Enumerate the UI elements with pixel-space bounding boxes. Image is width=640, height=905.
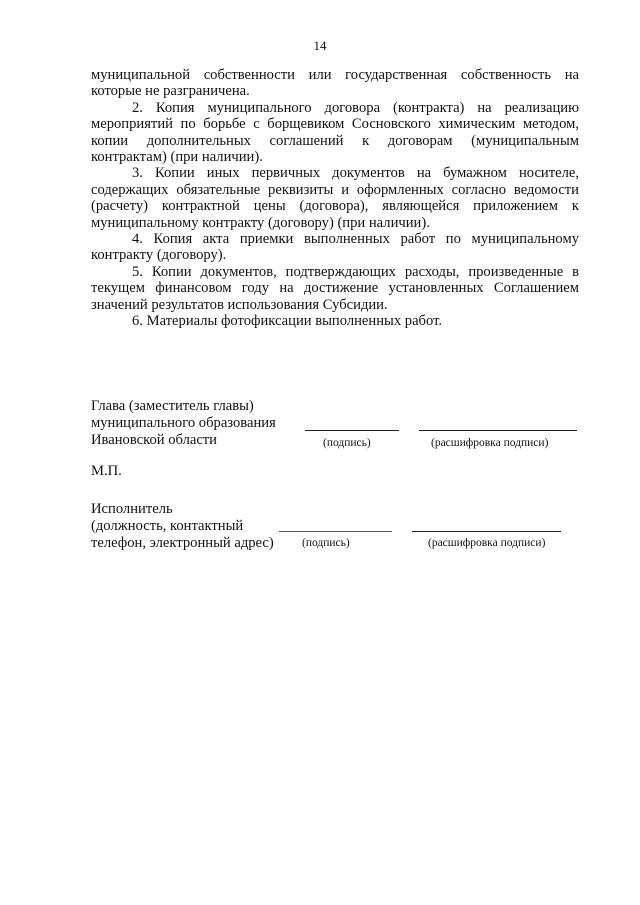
executor-title-line-3: телефон, электронный адрес) — [91, 535, 274, 551]
paragraph-item-2: 2. Копия муниципального договора (контракта) на реализацию мероприятий по борьбе с борщевиком Сосновского химическим методом, копии дополнительных соглашений к договорам (муниципальным контрактам) (при наличии). — [91, 99, 579, 166]
head-signature-caption: (подпись) — [323, 437, 371, 449]
head-title-line-2: муниципального образования — [91, 415, 276, 431]
head-name-line — [419, 430, 577, 431]
head-title-line-3: Ивановской области — [91, 432, 217, 448]
head-name-caption: (расшифровка подписи) — [431, 437, 549, 449]
executor-signature-label — [91, 501, 274, 552]
executor-name-caption: (расшифровка подписи) — [428, 537, 546, 549]
executor-title-line-1: Исполнитель — [91, 501, 173, 517]
paragraph-item-3: 3. Копии иных первичных документов на бумажном носителе, содержащих обязательные реквизиты и оформленных согласно ведомости (расчету) контрактной цены (договора), являющейся приложением к муниципальному контракту (договору) (при наличии). — [91, 165, 579, 231]
head-title-line-1: Глава (заместитель главы) — [91, 398, 254, 414]
executor-title-line-2: (должность, контактный — [91, 518, 244, 534]
page-number: 14 — [313, 38, 327, 53]
head-signature-label — [91, 398, 276, 449]
paragraph-item-5: 5. Копии документов, подтверждающих расходы, произведенные в текущем финансовом году на достижение установленных Соглашением значений результатов использования Субсидии. — [91, 263, 579, 313]
paragraph-continuation: муниципальной собственности или государственная собственность на которые не разграничена. — [91, 67, 579, 100]
paragraph-item-4: 4. Копия акта приемки выполненных работ по муниципальному контракту (договору). — [91, 231, 579, 264]
body-text — [91, 67, 579, 330]
stamp-label: М.П. — [91, 463, 122, 479]
executor-signature-line — [279, 531, 392, 532]
head-signature-line — [305, 430, 399, 431]
executor-name-line — [412, 531, 561, 532]
paragraph-item-6: 6. Материалы фотофиксации выполненных работ. — [132, 313, 443, 330]
executor-signature-caption: (подпись) — [302, 537, 350, 549]
